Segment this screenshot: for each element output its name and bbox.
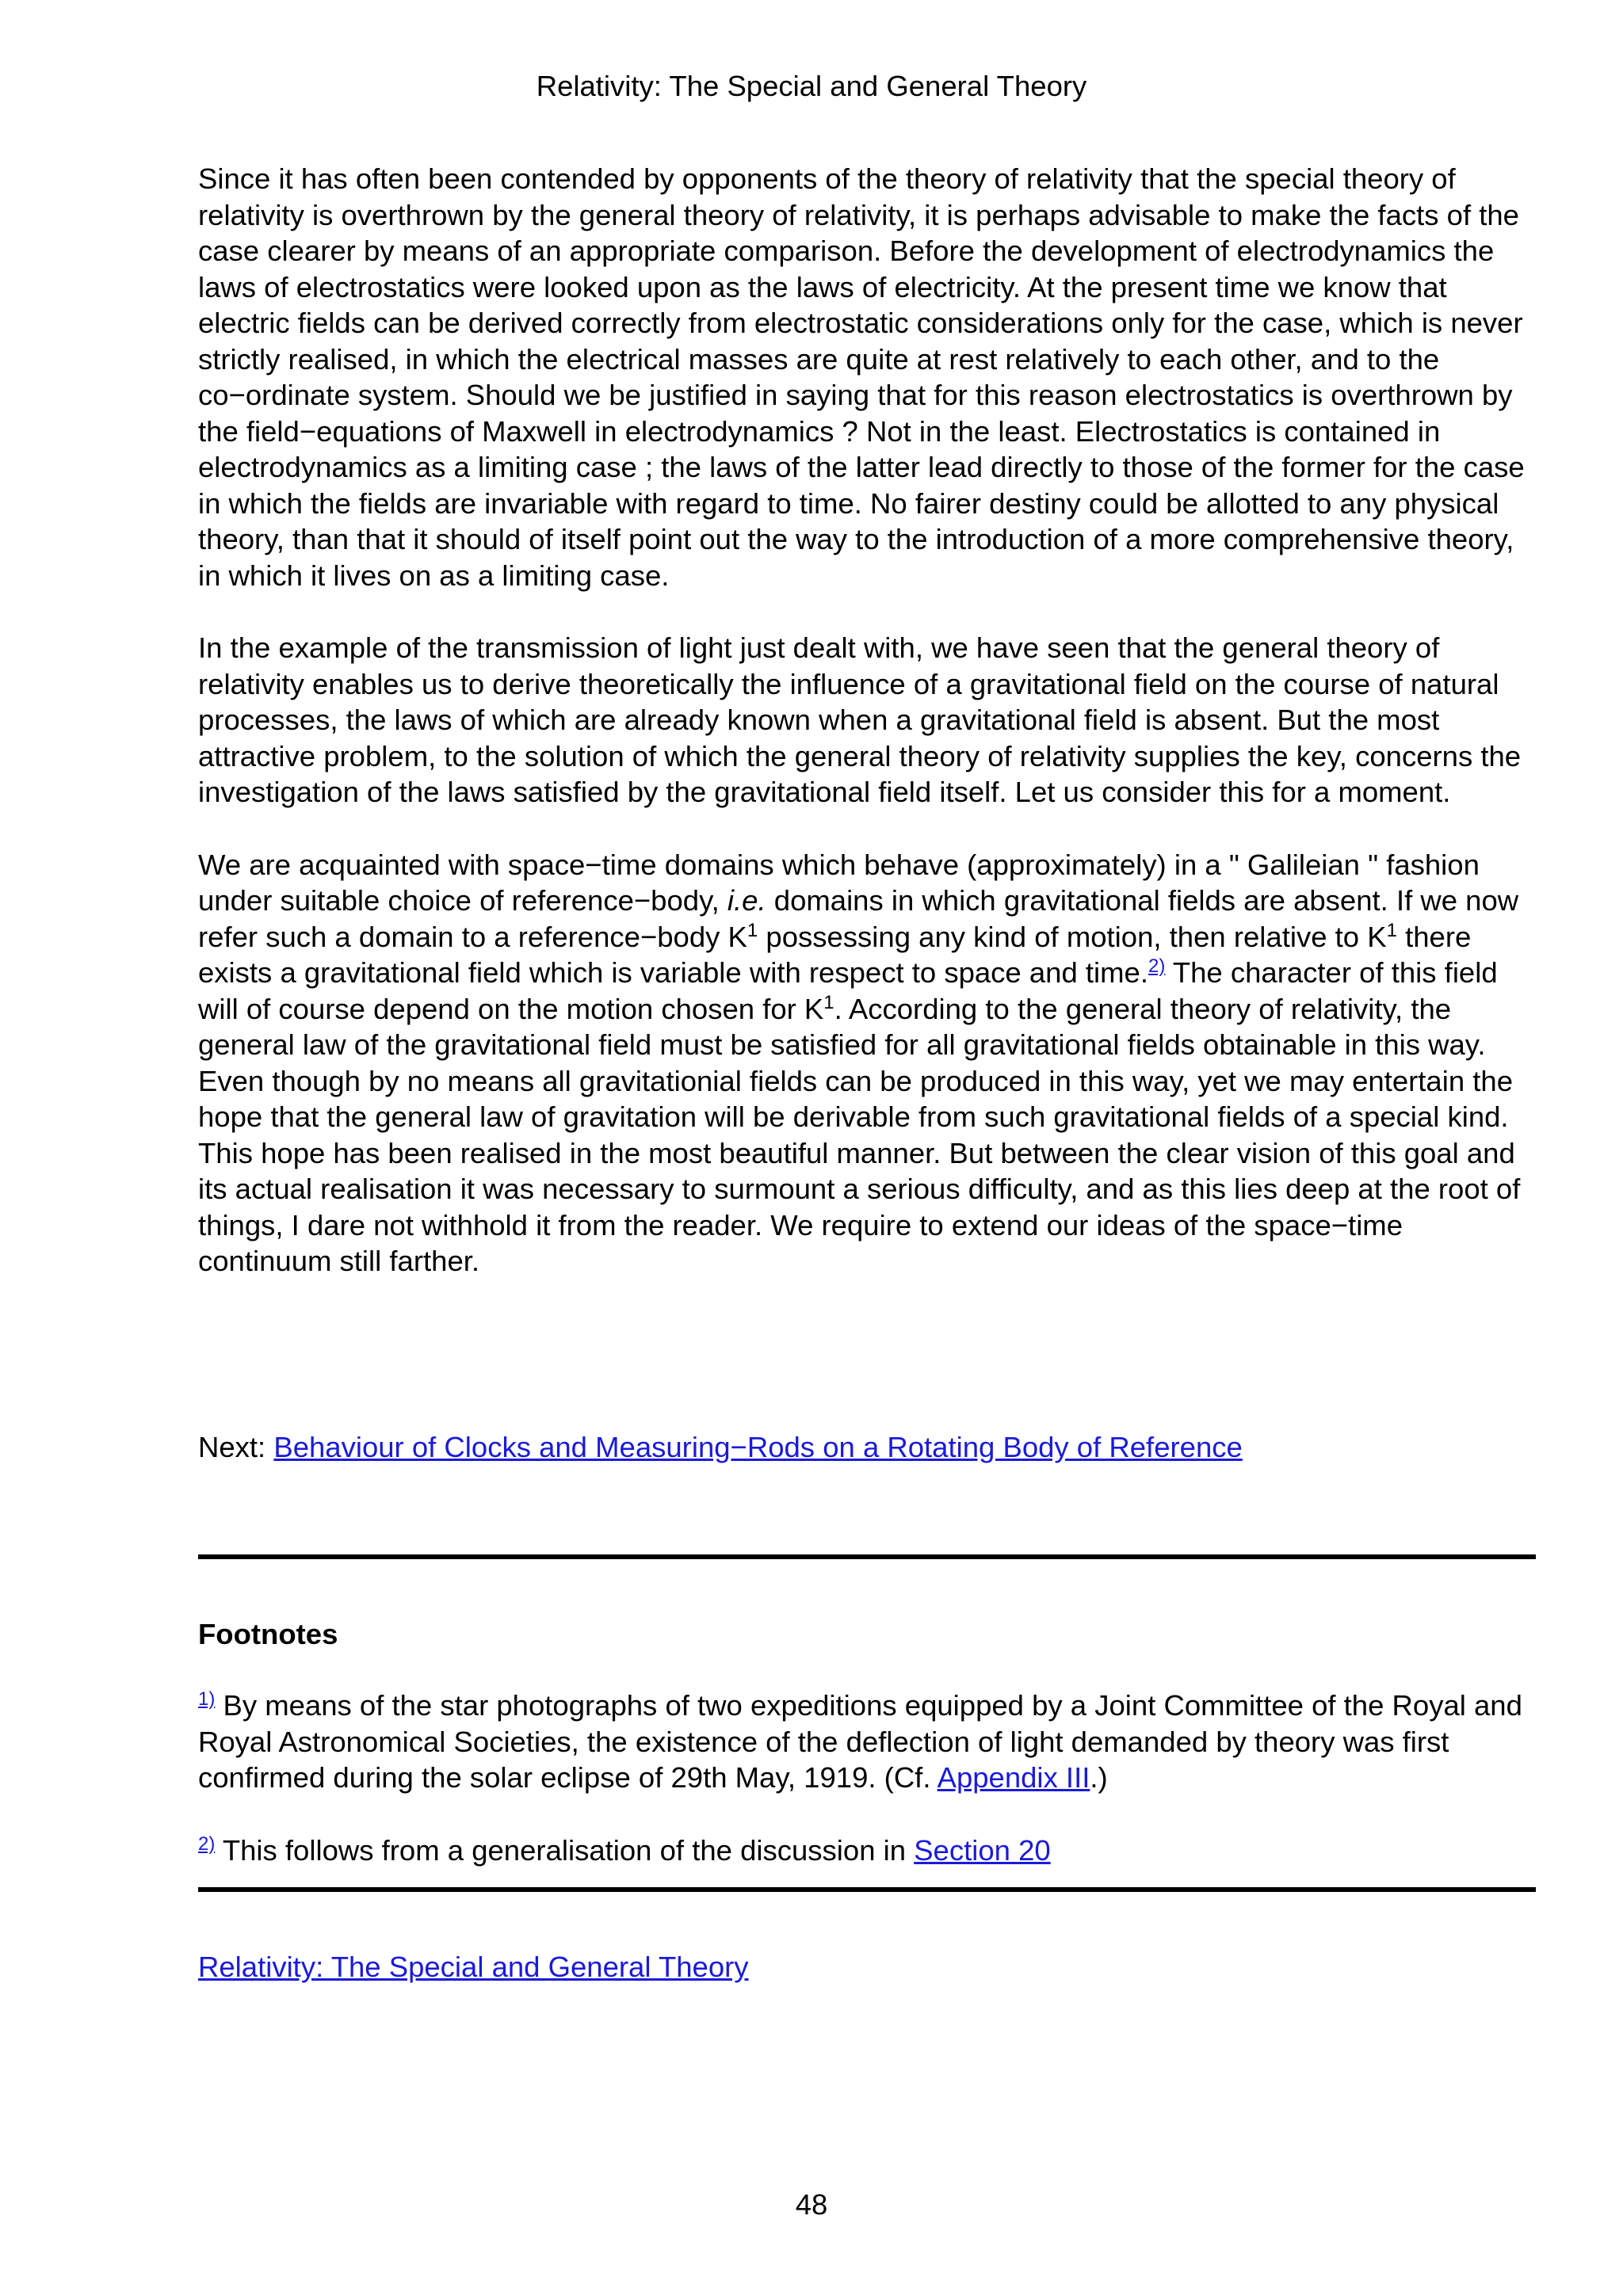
- book-title-link-container: [198, 1949, 749, 1985]
- p3-text-c: possessing any kind of motion, then relative to K: [758, 920, 1387, 953]
- footnotes-bottom-rule: [198, 1887, 1536, 1892]
- p3-superscript-1: 1: [747, 919, 758, 941]
- p3-superscript-2: 1: [1386, 919, 1397, 941]
- p3-superscript-3: 1: [823, 991, 834, 1013]
- footnote-2: [198, 1833, 1529, 1869]
- running-header: Relativity: The Special and General Theory: [536, 70, 1087, 102]
- next-chapter-link[interactable]: Behaviour of Clocks and Measuring−Rods on a Rotating Body of Reference: [273, 1431, 1243, 1463]
- footnote-2-backlink[interactable]: 2): [198, 1833, 216, 1855]
- footnotes-heading: Footnotes: [198, 1618, 338, 1650]
- p3-text-e: The character of this field will of course depend on the motion chosen for K: [198, 956, 1498, 1025]
- footnote-2-reference-link[interactable]: 2): [1148, 955, 1166, 977]
- footnote-1-text: By means of the star photographs of two expeditions equipped by a Joint Committee of the Royal and Royal Astronomical Societies, the existence of the deflection of light demanded by theory was first confirmed during the solar eclipse of 29th May, 1919. (Cf.: [198, 1689, 1522, 1794]
- paragraph-2: In the example of the transmission of light just dealt with, we have seen that the general theory of relativity enables us to derive theoretically the influence of a gravitational field on the course of natural processes, the laws of which are already known when a gravitational field is absent. But the most attractive problem, to the solution of which the general theory of relativity supplies the key, concerns the investigation of the laws satisfied by the gravitational field itself. Let us consider this for a moment.: [198, 631, 1522, 808]
- footnote-1: [198, 1688, 1537, 1796]
- footnote-1-backlink[interactable]: 1): [198, 1688, 216, 1710]
- footnote-2-text: This follows from a generalisation of the discussion in: [215, 1834, 915, 1867]
- footnotes-top-rule: [198, 1554, 1536, 1559]
- body-text: [198, 161, 1529, 1316]
- p3-ie: i.e.: [727, 884, 766, 917]
- page-number: 48: [795, 2188, 828, 2221]
- section-20-link[interactable]: Section 20: [914, 1834, 1051, 1867]
- next-label: Next:: [198, 1431, 274, 1463]
- footnote-1-tail: .): [1090, 1761, 1108, 1794]
- paragraph-3: [198, 847, 1529, 1280]
- book-title-link[interactable]: Relativity: The Special and General Theory: [198, 1951, 749, 1983]
- p3-text-d: there exists a gravitational field which is variable with respect to space and time.: [198, 920, 1472, 989]
- paragraph-1: Since it has often been contended by opponents of the theory of relativity that the special theory of relativity is overthrown by the general theory of relativity, it is perhaps advisable to make the facts of the case clearer by means of an appropriate comparison. Before the development of electrodynamics the laws of electrostatics were looked upon as the laws of electricity. At the present time we know that electric fields can be derived correctly from electrostatic considerations only for the case, which is never strictly realised, in which the electrical masses are quite at rest relatively to each other, and to the co−ordinate system. Should we be justified in saying that for this reason electrostatics is overthrown by the field−equations of Maxwell in electrodynamics ? Not in the least. Electrostatics is contained in electrodynamics as a limiting case ; the laws of the latter lead directly to those of the former for the case in which the fields are invariable with regard to time. No fairer destiny could be allotted to any physical theory, than that it should of itself point out the way to the introduction of a more comprehensive theory, in which it lives on as a limiting case.: [198, 162, 1525, 592]
- p3-text-b: domains in which gravitational fields are absent. If we now refer such a domain to a reference−body K: [198, 884, 1519, 953]
- p3-text-f: . According to the general theory of relativity, the general law of the gravitational field must be satisfied for all gravitational fields obtainable in this way. Even though by no means all gravitationial fields can be produced in this way, yet we may entertain the hope that the general law of gravitation will be derivable from such gravitational fields of a special kind. This hope has been realised in the most beautiful manner. But between the clear vision of this goal and its actual realisation it was necessary to surmount a serious difficulty, and as this lies deep at the root of things, I dare not withhold it from the reader. We require to extend our ideas of the space−time continuum still farther.: [198, 992, 1521, 1277]
- next-navigation: [198, 1429, 1529, 1466]
- p3-text-a: We are acquainted with space−time domains which behave (approximately) in a " Galileian " fashion under suitable choice of reference−body,: [198, 848, 1480, 917]
- appendix-iii-link[interactable]: Appendix III: [937, 1761, 1090, 1794]
